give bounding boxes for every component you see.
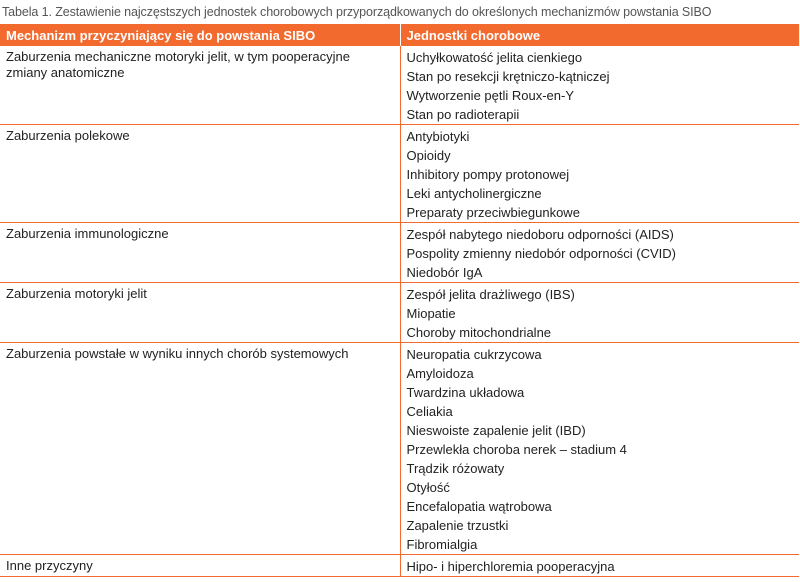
disease-item: Neuropatia cukrzycowa	[406, 347, 542, 362]
disease-item: Zespół nabytego niedoboru odporności (AIDS)	[406, 227, 674, 242]
table-body	[0, 46, 799, 577]
mechanism-cell: Zaburzenia powstałe w wyniku innych chorób systemowych	[0, 343, 400, 555]
header-diseases: Jednostki chorobowe	[400, 24, 799, 46]
table-row	[0, 46, 799, 125]
table-caption: Tabela 1. Zestawienie najczęstszych jednostek chorobowych przyporządkowanych do określonych mechanizmów powstania SIBO	[2, 5, 712, 19]
disease-item: Fibromialgia	[406, 537, 478, 552]
disease-item: Preparaty przeciwbiegunkowe	[406, 205, 580, 220]
table-row	[0, 555, 799, 577]
mechanism-cell: Zaburzenia motoryki jelit	[0, 283, 400, 343]
disease-item: Choroby mitochondrialne	[406, 325, 552, 340]
disease-item: Otyłość	[406, 480, 450, 495]
disease-item: Wytworzenie pętli Roux-en-Y	[406, 88, 575, 103]
table-row	[0, 343, 799, 555]
disease-item: Encefalopatia wątrobowa	[406, 499, 552, 514]
mechanism-cell: Zaburzenia immunologiczne	[0, 223, 400, 283]
disease-item: Stan po radioterapii	[406, 107, 520, 122]
disease-item: Amyloidoza	[406, 366, 474, 381]
mechanism-cell: Zaburzenia polekowe	[0, 125, 400, 223]
disease-item: Leki antycholinergiczne	[406, 186, 542, 201]
header-mechanism: Mechanizm przyczyniający się do powstania SIBO	[0, 24, 400, 46]
table-row	[0, 223, 799, 283]
diseases-cell	[400, 283, 799, 343]
diseases-cell	[400, 125, 799, 223]
table-row	[0, 125, 799, 223]
table-header-row	[0, 24, 799, 46]
diseases-cell	[400, 555, 799, 577]
mechanism-cell: Inne przyczyny	[0, 555, 400, 577]
disease-item: Celiakia	[406, 404, 453, 419]
mechanism-cell: Zaburzenia mechaniczne motoryki jelit, w tym pooperacyjne zmiany anatomiczne	[0, 46, 400, 125]
disease-item: Hipo- i hiperchloremia pooperacyjna	[406, 559, 615, 574]
disease-item: Niedobór IgA	[406, 265, 483, 280]
disease-item: Zapalenie trzustki	[406, 518, 509, 533]
disease-item: Pospolity zmienny niedobór odporności (CVID)	[406, 246, 677, 261]
disease-item: Nieswoiste zapalenie jelit (IBD)	[406, 423, 586, 438]
disease-item: Miopatie	[406, 306, 456, 321]
disease-item: Uchyłkowatość jelita cienkiego	[406, 50, 583, 65]
diseases-cell	[400, 46, 799, 125]
disease-item: Stan po resekcji krętniczo-kątniczej	[406, 69, 610, 84]
disease-item: Trądzik różowaty	[406, 461, 505, 476]
diseases-cell	[400, 223, 799, 283]
disease-item: Opioidy	[406, 148, 451, 163]
sibo-mechanisms-table	[0, 24, 799, 577]
table-row	[0, 283, 799, 343]
disease-item: Antybiotyki	[406, 129, 470, 144]
disease-item: Twardzina układowa	[406, 385, 525, 400]
diseases-cell	[400, 343, 799, 555]
disease-item: Zespół jelita drażliwego (IBS)	[406, 287, 575, 302]
disease-item: Inhibitory pompy protonowej	[406, 167, 570, 182]
disease-item: Przewlekła choroba nerek – stadium 4	[406, 442, 627, 457]
